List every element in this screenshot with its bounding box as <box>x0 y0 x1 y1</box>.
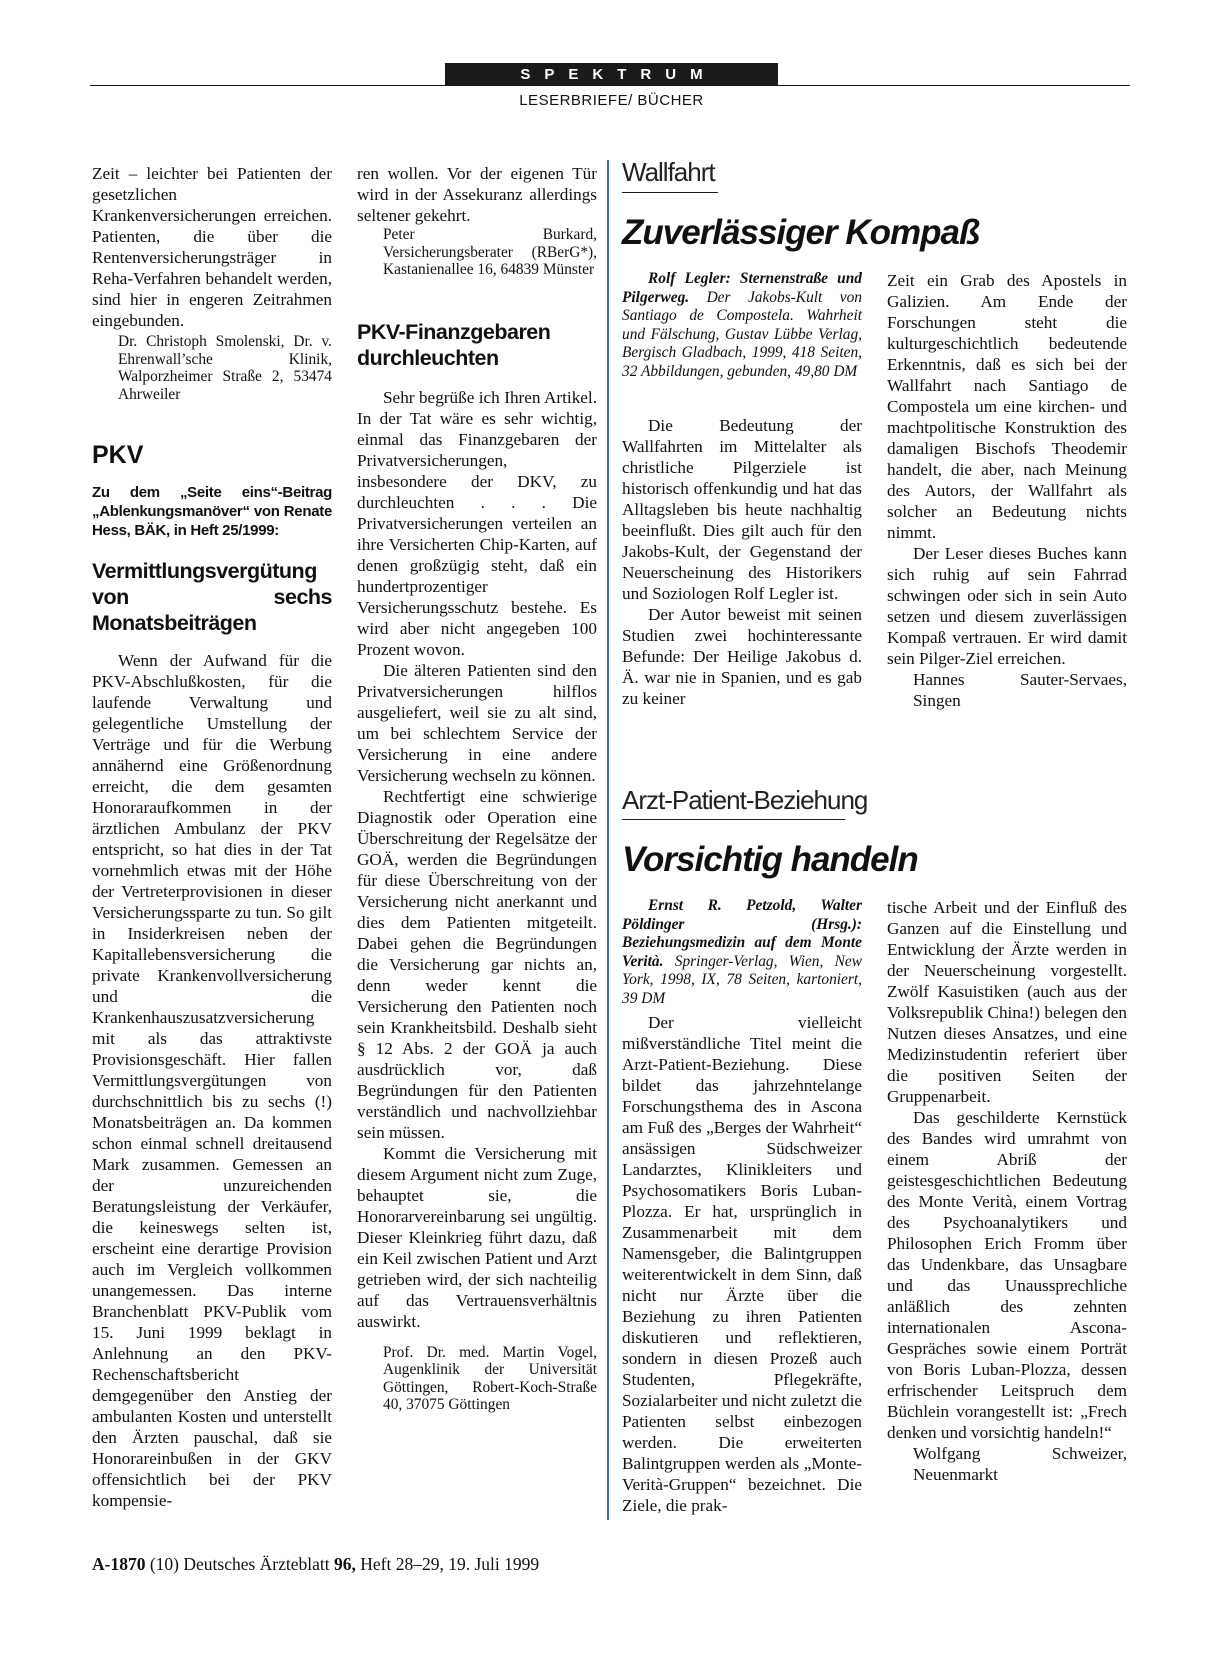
column-divider <box>607 160 609 1520</box>
column-2 <box>357 163 597 1414</box>
page-number: A-1870 <box>92 1554 146 1574</box>
letter-headline: Vermittlungsvergütung von sechs Monatsbeiträgen <box>92 559 332 635</box>
book-author-title: Rolf Legler: Sternenstraße und Pilgerweg. <box>622 270 862 306</box>
letter-paragraph: Sehr begrüße ich Ihren Artikel. In der Tat wäre es sehr wichtig, einmal das Finanzgebaren der Privatversicherungen, insbesondere der DKV, zu durchleuchten . . . Die Privatversicherungen verteilen an ihre Versicherten Chip-Karten, auf denen großzügig steht, daß ein hundertprozentiger Versicherungsschutz bestehe. Es wird aber nicht angegeben 100 Prozent wovon. <box>357 387 597 659</box>
page-footer <box>92 1554 539 1575</box>
review-column-left <box>622 1012 862 1516</box>
footer-volume: 96, <box>334 1554 356 1574</box>
review-signature: Hannes Sauter-Servaes, Singen <box>913 670 1127 710</box>
review-paragraph: Zeit ein Grab des Apostels in Galizien. Am Ende der Forschungen steht die kulturgeschichtlich bedeutende Erkenntnis, daß es sich bei der Wallfahrt nach Santiago de Compostela um eine kirchen- und machtpolitische Konstruktion des damaligen Bischofs Theodemir handelt, die aber, nach Meinung des Autors, der Wallfahrt als solcher an Bedeutung nichts nimmt. <box>887 271 1127 542</box>
review-paragraph: Die Bedeutung der Wallfahrten im Mittelalter als christliche Pilgerziele ist historisch offenkundig und hat das Alltagsleben bis heute nachhaltig beeinflußt. Dies gilt auch für den Jakobs-Kult, der Gegenstand der Neuerscheinung des Historikers und Soziologen Rolf Legler ist. <box>622 416 862 603</box>
header-rule <box>90 85 1130 86</box>
letter-headline: PKV-Finanzgebaren durchleuchten <box>357 319 551 370</box>
review-column-right <box>887 897 1127 1485</box>
letter-paragraph: Kommt die Versicherung mit diesem Argument nicht zum Zuge, behauptet sie, die Honorarvereinbarung sei ungültig. Dieser Kleinkrieg führt dazu, daß ein Keil zwischen Patient und Arzt getrieben wird, der sich nachteilig auf das Vertrauensverhältnis auswirkt. <box>357 1143 597 1331</box>
review-signature: Wolfgang Schweizer, Neuenmarkt <box>913 1444 1127 1484</box>
section-intro: Zu dem „Seite eins“-Beitrag „Ablenkungsmanöver“ von Renate Hess, BÄK, in Heft 25/1999: <box>92 484 332 539</box>
book-details: Der Jakobs-Kult von Santiago de Compostela. Wahrheit und Fälschung, Gustav Lübbe Verlag, Bergisch Gladbach, 1999, 418 Seiten, 32 Abbildungen, gebunden, 49,80 DM <box>622 288 862 380</box>
letter-signature: Dr. Christoph Smolenski, Dr. v. Ehrenwall’sche Klinik, Walporzheimer Straße 2, 53474 Ahrweiler <box>118 333 332 403</box>
book-citation <box>622 897 862 1008</box>
letter-continuation: Zeit – leichter bei Patienten der gesetzlichen Krankenversicherungen erreichen. Patienten, die über die Rentenversicherungsträger in Reha-Verfahren behandelt werden, sind hier in engeren Zeitrahmen eingebunden. <box>92 164 332 330</box>
letter-body: Wenn der Aufwand für die PKV-Abschlußkosten, für die laufende Verwaltung und gelegentliche Umstellung der Verträge und für die Werbung annähernd eine Größenordnung erreicht, die dem gesamten Honoraraufkommen in der ärztlichen Ambulanz der PKV entspricht, so hat dies in der Tat vornehmlich etwas mit der Höhe der Vertreterprovisionen in dieser Versicherungssparte zu tun. So gilt in Insiderkreisen neben der Kapitallebensversicherung die private Krankenvollversicherung und die Krankenhauszusatzversicherung mit als das attraktivste Provisionsgeschäft. Hier fallen Vermittlungsvergütungen von durchschnittlich bis zu sechs (!) Monatsbeiträgen an. Da kommen schon einmal schnell dreitausend Mark zusammen. Gemessen an der unzureichenden Beratungsleistung der Verkäufer, die keineswegs selten ist, erscheint eine derartige Provision auch im Vergleich vollkommen unangemessen. Das interne Branchenblatt PKV-Publik vom 15. Juni 1999 beklagt in Anlehnung an den PKV-Rechenschaftsbericht demgegenüber den Anstieg der ambulanten Kosten und unterstellt den Ärzten pauschal, daß sie Honorareinbußen in der GKV offensichtlich bei der PKV kompensie- <box>92 651 332 1510</box>
review-paragraph: tische Arbeit und der Einfluß des Ganzen auf die Einstellung und Entwicklung der Ärzte werden in der Neuerscheinung vorgestellt. Zwölf Kasuistiken (auch aus der Volksrepublik China!) belegen den Nutzen dieses Ansatzes, und eine Medizinstudentin referiert über die positiven Seiten der Gruppenarbeit. <box>887 898 1127 1106</box>
review-title: Zuverlässiger Kompaß <box>622 213 980 252</box>
review-paragraph: Der Autor beweist mit seinen Studien zwei hochinteressante Befunde: Der Heilige Jakobus d. Ä. war nie in Spanien, und es gab zu keiner <box>622 605 862 708</box>
footer-issue-date: Heft 28–29, 19. Juli 1999 <box>360 1554 540 1574</box>
rubric-underline <box>622 192 718 193</box>
letter-paragraph: Rechtfertigt eine schwierige Diagnostik oder Operation eine Überschreitung der Regelsätze der GOÄ, werden die Begründungen für diese Überschreitung von der Versicherung nicht anerkannt und dies dem Patienten mitgeteilt. Dabei gehen die Begründungen die Versicherung gar nichts an, denn weder kennt die Versicherung den Patienten noch sein Krankheitsbild. Deshalb sieht § 12 Abs. 2 der GOÄ ja auch ausdrücklich vor, daß Begründungen für den Patienten verständlich und nachvollziehbar sein müssen. <box>357 786 597 1142</box>
section-subtitle: LESERBRIEFE/ BÜCHER <box>519 92 704 109</box>
review-column-right <box>887 270 1127 711</box>
book-citation <box>622 270 862 381</box>
review-rubric: Wallfahrt <box>622 157 715 187</box>
review-paragraph: Der vielleicht mißverständliche Titel meint die Arzt-Patient-Beziehung. Diese bildet das jahrzehntelange Forschungsthema des in Ascona am Fuß des „Berges der Wahrheit“ ansässigen Südschweizer Landarztes, Klinikleiters und Psychosomatikers Boris Luban-Plozza. Er hat, ursprünglich in Zusammenarbeit mit dem Namensgeber, die Balintgruppen weiterentwickelt in dem Sinn, daß nicht nur Ärzte über die Beziehung zu ihren Patienten diskutieren und reflektieren, sondern in diesen Prozeß auch Studenten, Pflegekräfte, Sozialarbeiter und nicht zuletzt die Patienten selbst einbezogen werden. Die erweiterten Balintgruppen werden als „Monte-Verità-Gruppen“ bezeichnet. Die Ziele, die prak- <box>622 1013 862 1515</box>
section-title: PKV <box>92 441 144 469</box>
review-title: Vorsichtig handeln <box>622 840 918 879</box>
letter-signature: Peter Burkard, Versicherungsberater (RBerG*), Kastanienallee 16, 64839 Münster <box>383 226 597 278</box>
letter-signature: Prof. Dr. med. Martin Vogel, Augenklinik der Universität Göttingen, Robert-Koch-Straße 40, 37075 Göttingen <box>383 1343 597 1413</box>
footer-journal: (10) Deutsches Ärzteblatt <box>149 1554 330 1574</box>
review-paragraph: Der Leser dieses Buches kann sich ruhig auf sein Fahrrad schwingen oder sich in sein Auto setzen und diesem zuverlässigen Kompaß vertrauen. Er wird damit sein Pilger-Ziel erreichen. <box>887 544 1127 668</box>
letter-paragraph: Die älteren Patienten sind den Privatversicherungen hilflos ausgeliefert, weil sie zu alt sind, um bei schlechtem Service der Versicherung in eine andere Versicherung wechseln zu können. <box>357 660 597 785</box>
review-paragraph: Das geschilderte Kernstück des Bandes wird umrahmt von einem Abriß der geistesgeschichtlichen Bedeutung des Monte Verità, einem Vortrag des Psychoanalytikers und Philosophen Erich Fromm über das Undenkbare, das Unsagbare und das Unaussprechliche anläßlich des zehnten internationalen Ascona-Gespräches sowie einem Porträt von Boris Luban-Plozza, dessen erfrischender Leitspruch dem Büchlein vorangestellt ist: „Frech denken und vorsichtig handeln!“ <box>887 1108 1127 1442</box>
rubric-underline <box>622 819 845 820</box>
letter-ending: ren wollen. Vor der eigenen Tür wird in der Assekuranz allerdings seltener gekehrt. <box>357 164 597 225</box>
book-details: Springer-Verlag, Wien, New York, 1998, IX, 78 Seiten, kartoniert, 39 DM <box>622 952 862 1007</box>
book-author-title: Ernst R. Petzold, Walter Pöldinger (Hrsg.): Beziehungsmedizin auf dem Monte Verità. <box>622 897 862 970</box>
column-1 <box>92 163 332 1511</box>
review-rubric: Arzt-Patient-Beziehung <box>622 785 868 815</box>
section-kicker: SPEKTRUM <box>445 63 778 86</box>
review-column-left <box>622 415 862 709</box>
